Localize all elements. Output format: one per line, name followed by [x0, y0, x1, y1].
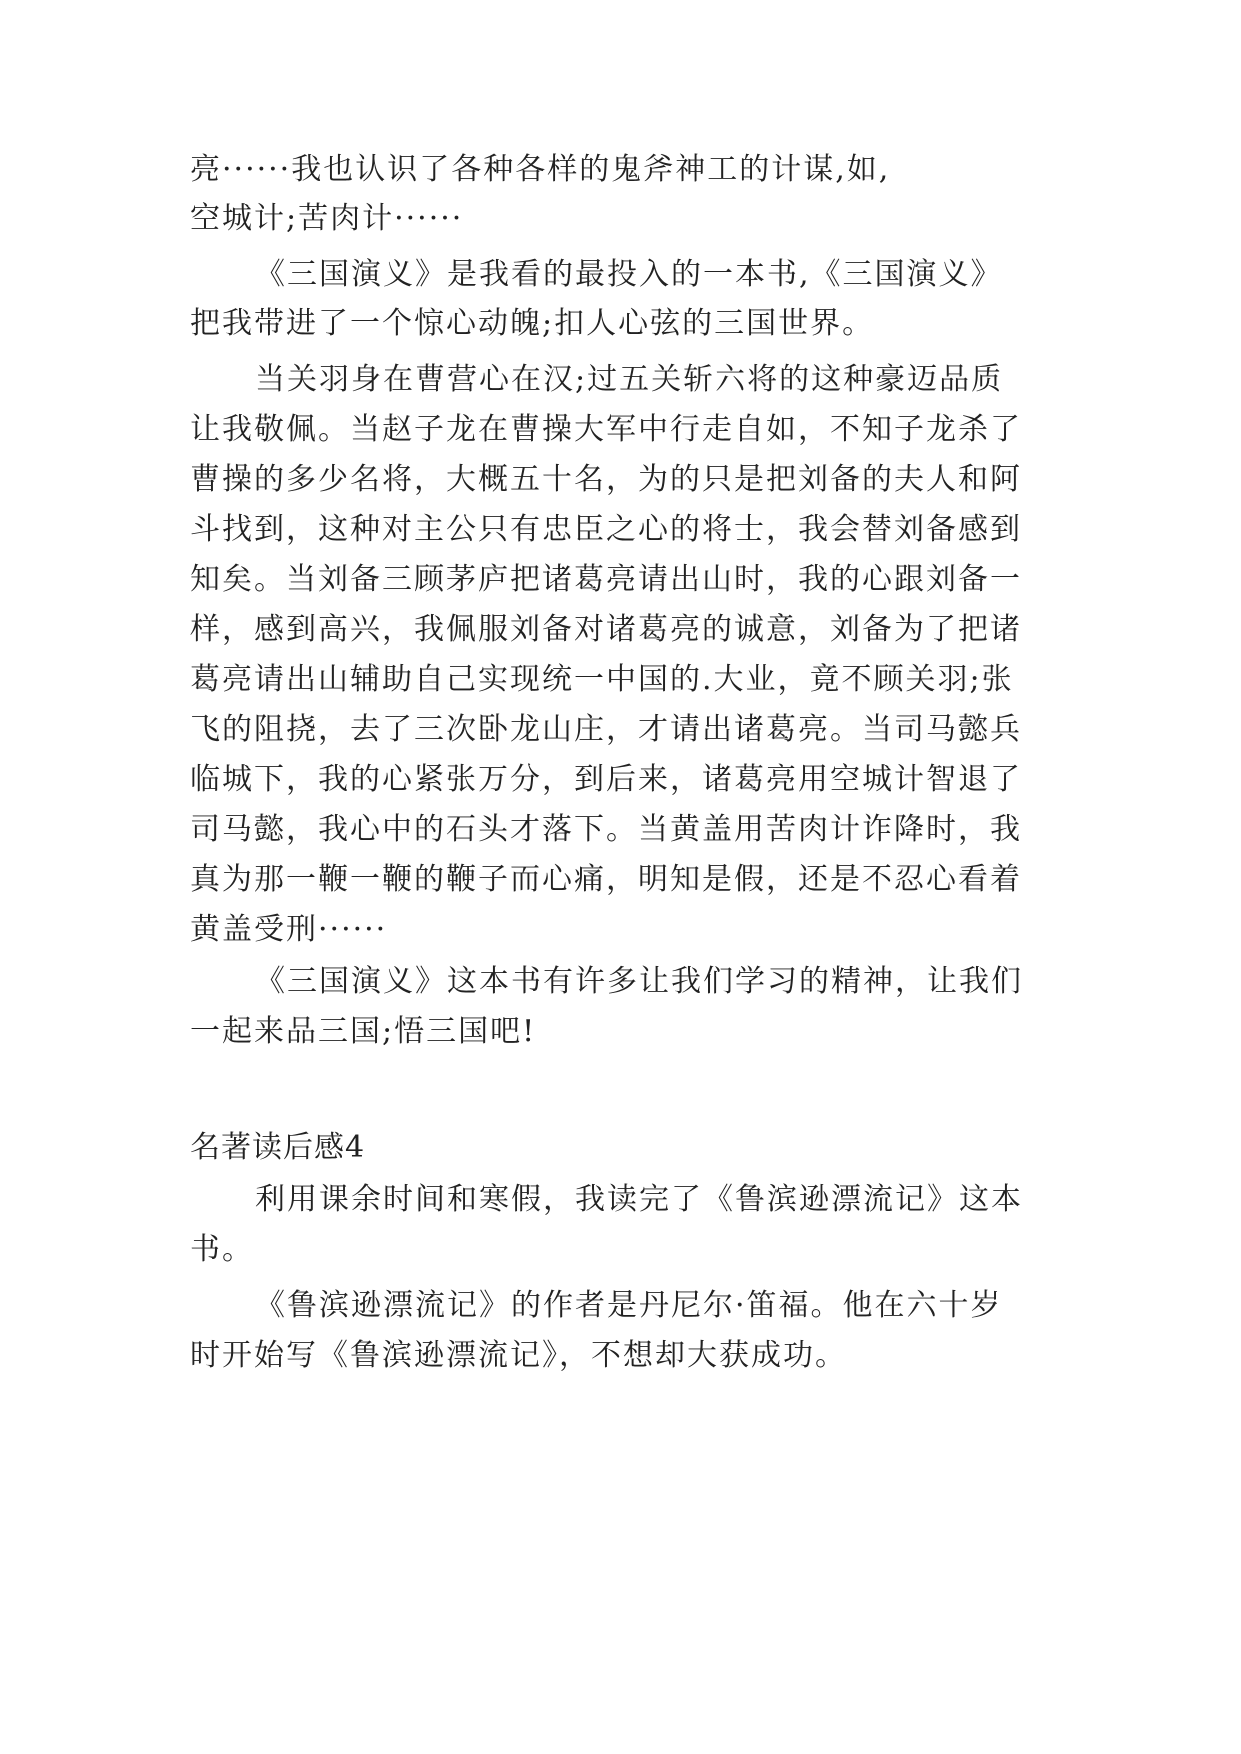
text-line: 知矣。当刘备三顾茅庐把诸葛亮请出山时，我的心跟刘备一 — [190, 562, 1022, 597]
text-line: 一起来品三国;悟三国吧! — [190, 1014, 537, 1049]
text-line: 黄盖受刑······ — [190, 912, 388, 947]
text-line: 书。 — [190, 1232, 254, 1267]
paragraph-start: 利用课余时间和寒假，我读完了《鲁滨逊漂流记》这本 — [255, 1182, 1023, 1217]
text-line: 飞的阻挠，去了三次卧龙山庄，才请出诸葛亮。当司马懿兵 — [190, 712, 1022, 747]
text-line: 临城下，我的心紧张万分，到后来，诸葛亮用空城计智退了 — [190, 762, 1022, 797]
text-line: 空城计;苦肉计······ — [190, 201, 464, 236]
text-line: 真为那一鞭一鞭的鞭子而心痛，明知是假，还是不忍心看着 — [190, 862, 1022, 897]
paragraph-start: 《鲁滨逊漂流记》的作者是丹尼尔·笛福。他在六十岁 — [255, 1288, 1003, 1323]
text-line: 把我带进了一个惊心动魄;扣人心弦的三国世界。 — [190, 306, 875, 341]
paragraph-start: 《三国演义》这本书有许多让我们学习的精神，让我们 — [255, 964, 1023, 999]
paragraph-start: 当关羽身在曹营心在汉;过五关斩六将的这种豪迈品质 — [255, 362, 1004, 397]
text-line: 样，感到高兴，我佩服刘备对诸葛亮的诚意，刘备为了把诸 — [190, 612, 1022, 647]
text-line: 斗找到，这种对主公只有忠臣之心的将士，我会替刘备感到 — [190, 512, 1022, 547]
text-line: 曹操的多少名将，大概五十名，为的只是把刘备的夫人和阿 — [190, 462, 1022, 497]
text-line: 司马懿，我心中的石头才落下。当黄盖用苦肉计诈降时，我 — [190, 812, 1022, 847]
section-heading: 名著读后感4 — [190, 1130, 366, 1165]
text-line: 时开始写《鲁滨逊漂流记》，不想却大获成功。 — [190, 1338, 847, 1373]
text-line: 葛亮请出山辅助自己实现统一中国的.大业，竟不顾关羽;张 — [190, 662, 1014, 697]
text-line: 让我敬佩。当赵子龙在曹操大军中行走自如，不知子龙杀了 — [190, 412, 1022, 447]
text-line: 亮······我也认识了各种各样的鬼斧神工的计谋,如, — [190, 152, 891, 187]
paragraph-start: 《三国演义》是我看的最投入的一本书,《三国演义》 — [255, 257, 1003, 292]
